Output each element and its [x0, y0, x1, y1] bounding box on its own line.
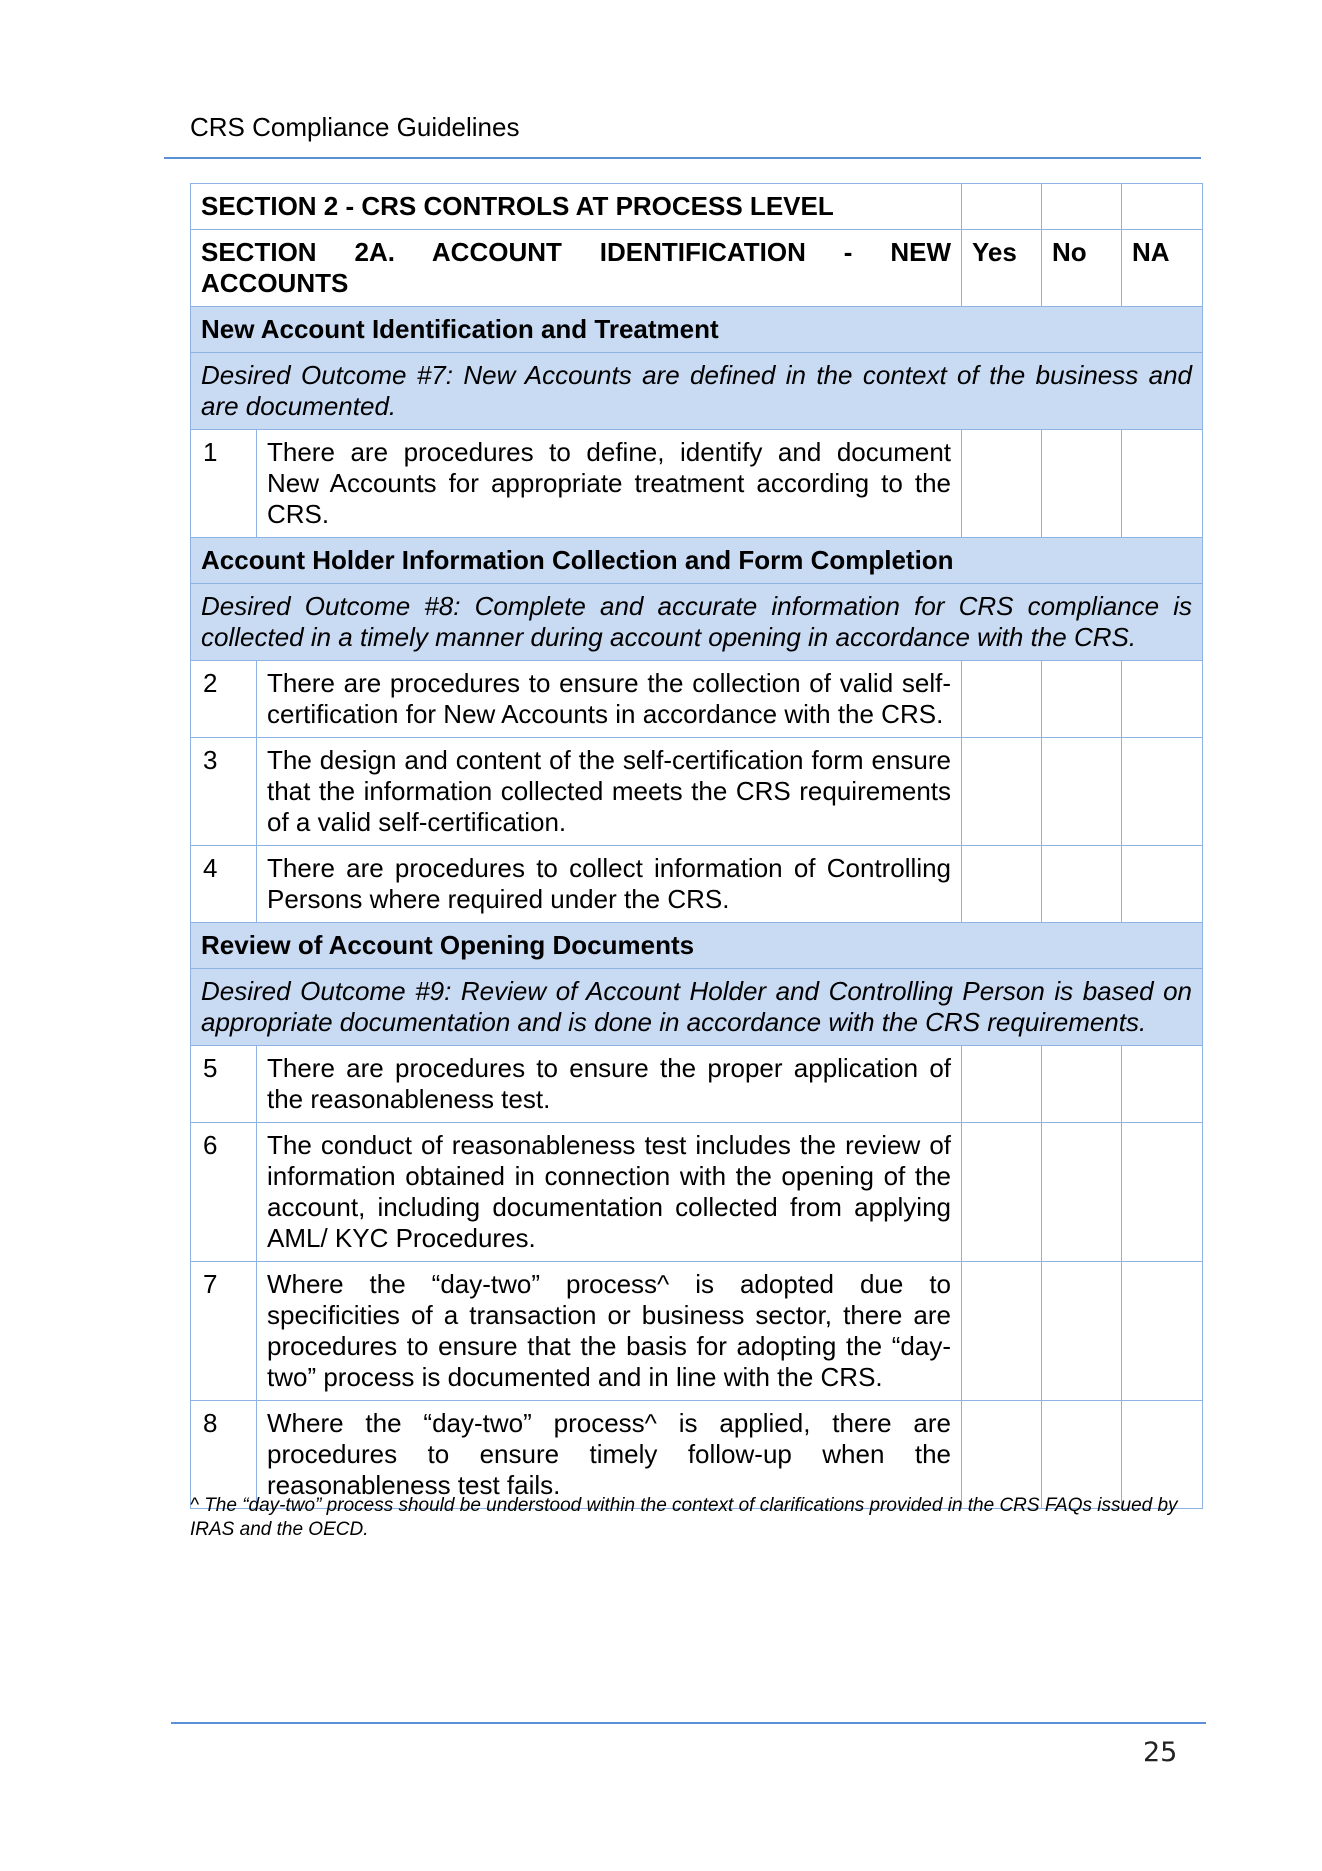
desired-outcome: Desired Outcome #8: Complete and accurate information for CRS compliance is collected in a timely manner during account opening in accordance with the CRS.: [191, 584, 1203, 661]
page-number: 25: [1143, 1737, 1178, 1768]
no-checkbox-cell[interactable]: [1042, 846, 1122, 923]
empty-cell: [1122, 184, 1203, 230]
item-text: There are procedures to ensure the collection of valid self-certification for New Accounts in accordance with the CRS.: [257, 661, 962, 738]
group-heading-row: [191, 538, 1203, 584]
group-heading-row: [191, 923, 1203, 969]
desired-outcome-row: [191, 969, 1203, 1046]
item-text: Where the “day-two” process^ is applied, there are procedures to ensure timely follow-up when the reasonableness test fails.: [257, 1401, 962, 1509]
footer-rule: [171, 1722, 1206, 1724]
column-header-na: NA: [1122, 230, 1203, 307]
yes-checkbox-cell[interactable]: [962, 1046, 1042, 1123]
na-checkbox-cell[interactable]: [1122, 1123, 1203, 1262]
desired-outcome: Desired Outcome #9: Review of Account Holder and Controlling Person is based on appropriate documentation and is done in accordance with the CRS requirements.: [191, 969, 1203, 1046]
running-header-title: CRS Compliance Guidelines: [190, 112, 520, 142]
item-text: There are procedures to collect information of Controlling Persons where required under the CRS.: [257, 846, 962, 923]
na-checkbox-cell[interactable]: [1122, 661, 1203, 738]
column-header-no: No: [1042, 230, 1122, 307]
item-text: Where the “day-two” process^ is adopted due to specificities of a transaction or business sector, there are procedures to ensure that the basis for adopting the “day-two” process is documented and in line with the CRS.: [257, 1262, 962, 1401]
item-number: 8: [191, 1401, 257, 1509]
group-heading-row: [191, 307, 1203, 353]
group-heading: New Account Identification and Treatment: [191, 307, 1203, 353]
footnote: ^ The “day-two” process should be understood within the context of clarifications provided in the CRS FAQs issued by IRAS and the OECD.: [190, 1495, 1178, 1540]
no-checkbox-cell[interactable]: [1042, 1123, 1122, 1262]
checklist-item-row: [191, 1123, 1203, 1262]
item-text: There are procedures to ensure the proper application of the reasonableness test.: [257, 1046, 962, 1123]
empty-cell: [1042, 184, 1122, 230]
na-checkbox-cell[interactable]: [1122, 1046, 1203, 1123]
yes-checkbox-cell[interactable]: [962, 1262, 1042, 1401]
na-checkbox-cell[interactable]: [1122, 430, 1203, 538]
group-heading: Account Holder Information Collection and Form Completion: [191, 538, 1203, 584]
yes-checkbox-cell[interactable]: [962, 846, 1042, 923]
checklist-item-row: [191, 1401, 1203, 1509]
yes-checkbox-cell[interactable]: [962, 661, 1042, 738]
subsection-title: SECTION 2A. ACCOUNT IDENTIFICATION - NEW ACCOUNTS: [191, 230, 962, 307]
checklist-table: [190, 183, 1203, 1509]
item-number: 7: [191, 1262, 257, 1401]
item-number: 5: [191, 1046, 257, 1123]
no-checkbox-cell[interactable]: [1042, 661, 1122, 738]
desired-outcome: Desired Outcome #7: New Accounts are defined in the context of the business and are documented.: [191, 353, 1203, 430]
item-number: 1: [191, 430, 257, 538]
item-text: The design and content of the self-certification form ensure that the information collected meets the CRS requirements of a valid self-certification.: [257, 738, 962, 846]
column-header-yes: Yes: [962, 230, 1042, 307]
item-number: 6: [191, 1123, 257, 1262]
item-text: The conduct of reasonableness test includes the review of information obtained in connection with the opening of the account, including documentation collected from applying AML/ KYC Procedures.: [257, 1123, 962, 1262]
yes-checkbox-cell[interactable]: [962, 738, 1042, 846]
desired-outcome-row: [191, 584, 1203, 661]
yes-checkbox-cell[interactable]: [962, 430, 1042, 538]
yes-checkbox-cell[interactable]: [962, 1123, 1042, 1262]
na-checkbox-cell[interactable]: [1122, 738, 1203, 846]
desired-outcome-row: [191, 353, 1203, 430]
checklist-item-row: [191, 1262, 1203, 1401]
no-checkbox-cell[interactable]: [1042, 1262, 1122, 1401]
section-title: SECTION 2 - CRS CONTROLS AT PROCESS LEVEL: [191, 184, 962, 230]
checklist-item-row: [191, 1046, 1203, 1123]
item-number: 4: [191, 846, 257, 923]
checklist-item-row: [191, 846, 1203, 923]
item-number: 2: [191, 661, 257, 738]
item-number: 3: [191, 738, 257, 846]
checklist-item-row: [191, 661, 1203, 738]
group-heading: Review of Account Opening Documents: [191, 923, 1203, 969]
item-text: There are procedures to define, identify and document New Accounts for appropriate treatment according to the CRS.: [257, 430, 962, 538]
no-checkbox-cell[interactable]: [1042, 1046, 1122, 1123]
na-checkbox-cell[interactable]: [1122, 846, 1203, 923]
checklist-item-row: [191, 738, 1203, 846]
header-rule: [164, 157, 1201, 159]
subsection-title-row: [191, 230, 1203, 307]
yes-checkbox-cell[interactable]: [962, 1401, 1042, 1509]
no-checkbox-cell[interactable]: [1042, 738, 1122, 846]
section-title-row: [191, 184, 1203, 230]
no-checkbox-cell[interactable]: [1042, 430, 1122, 538]
no-checkbox-cell[interactable]: [1042, 1401, 1122, 1509]
empty-cell: [962, 184, 1042, 230]
checklist-item-row: [191, 430, 1203, 538]
na-checkbox-cell[interactable]: [1122, 1401, 1203, 1509]
na-checkbox-cell[interactable]: [1122, 1262, 1203, 1401]
